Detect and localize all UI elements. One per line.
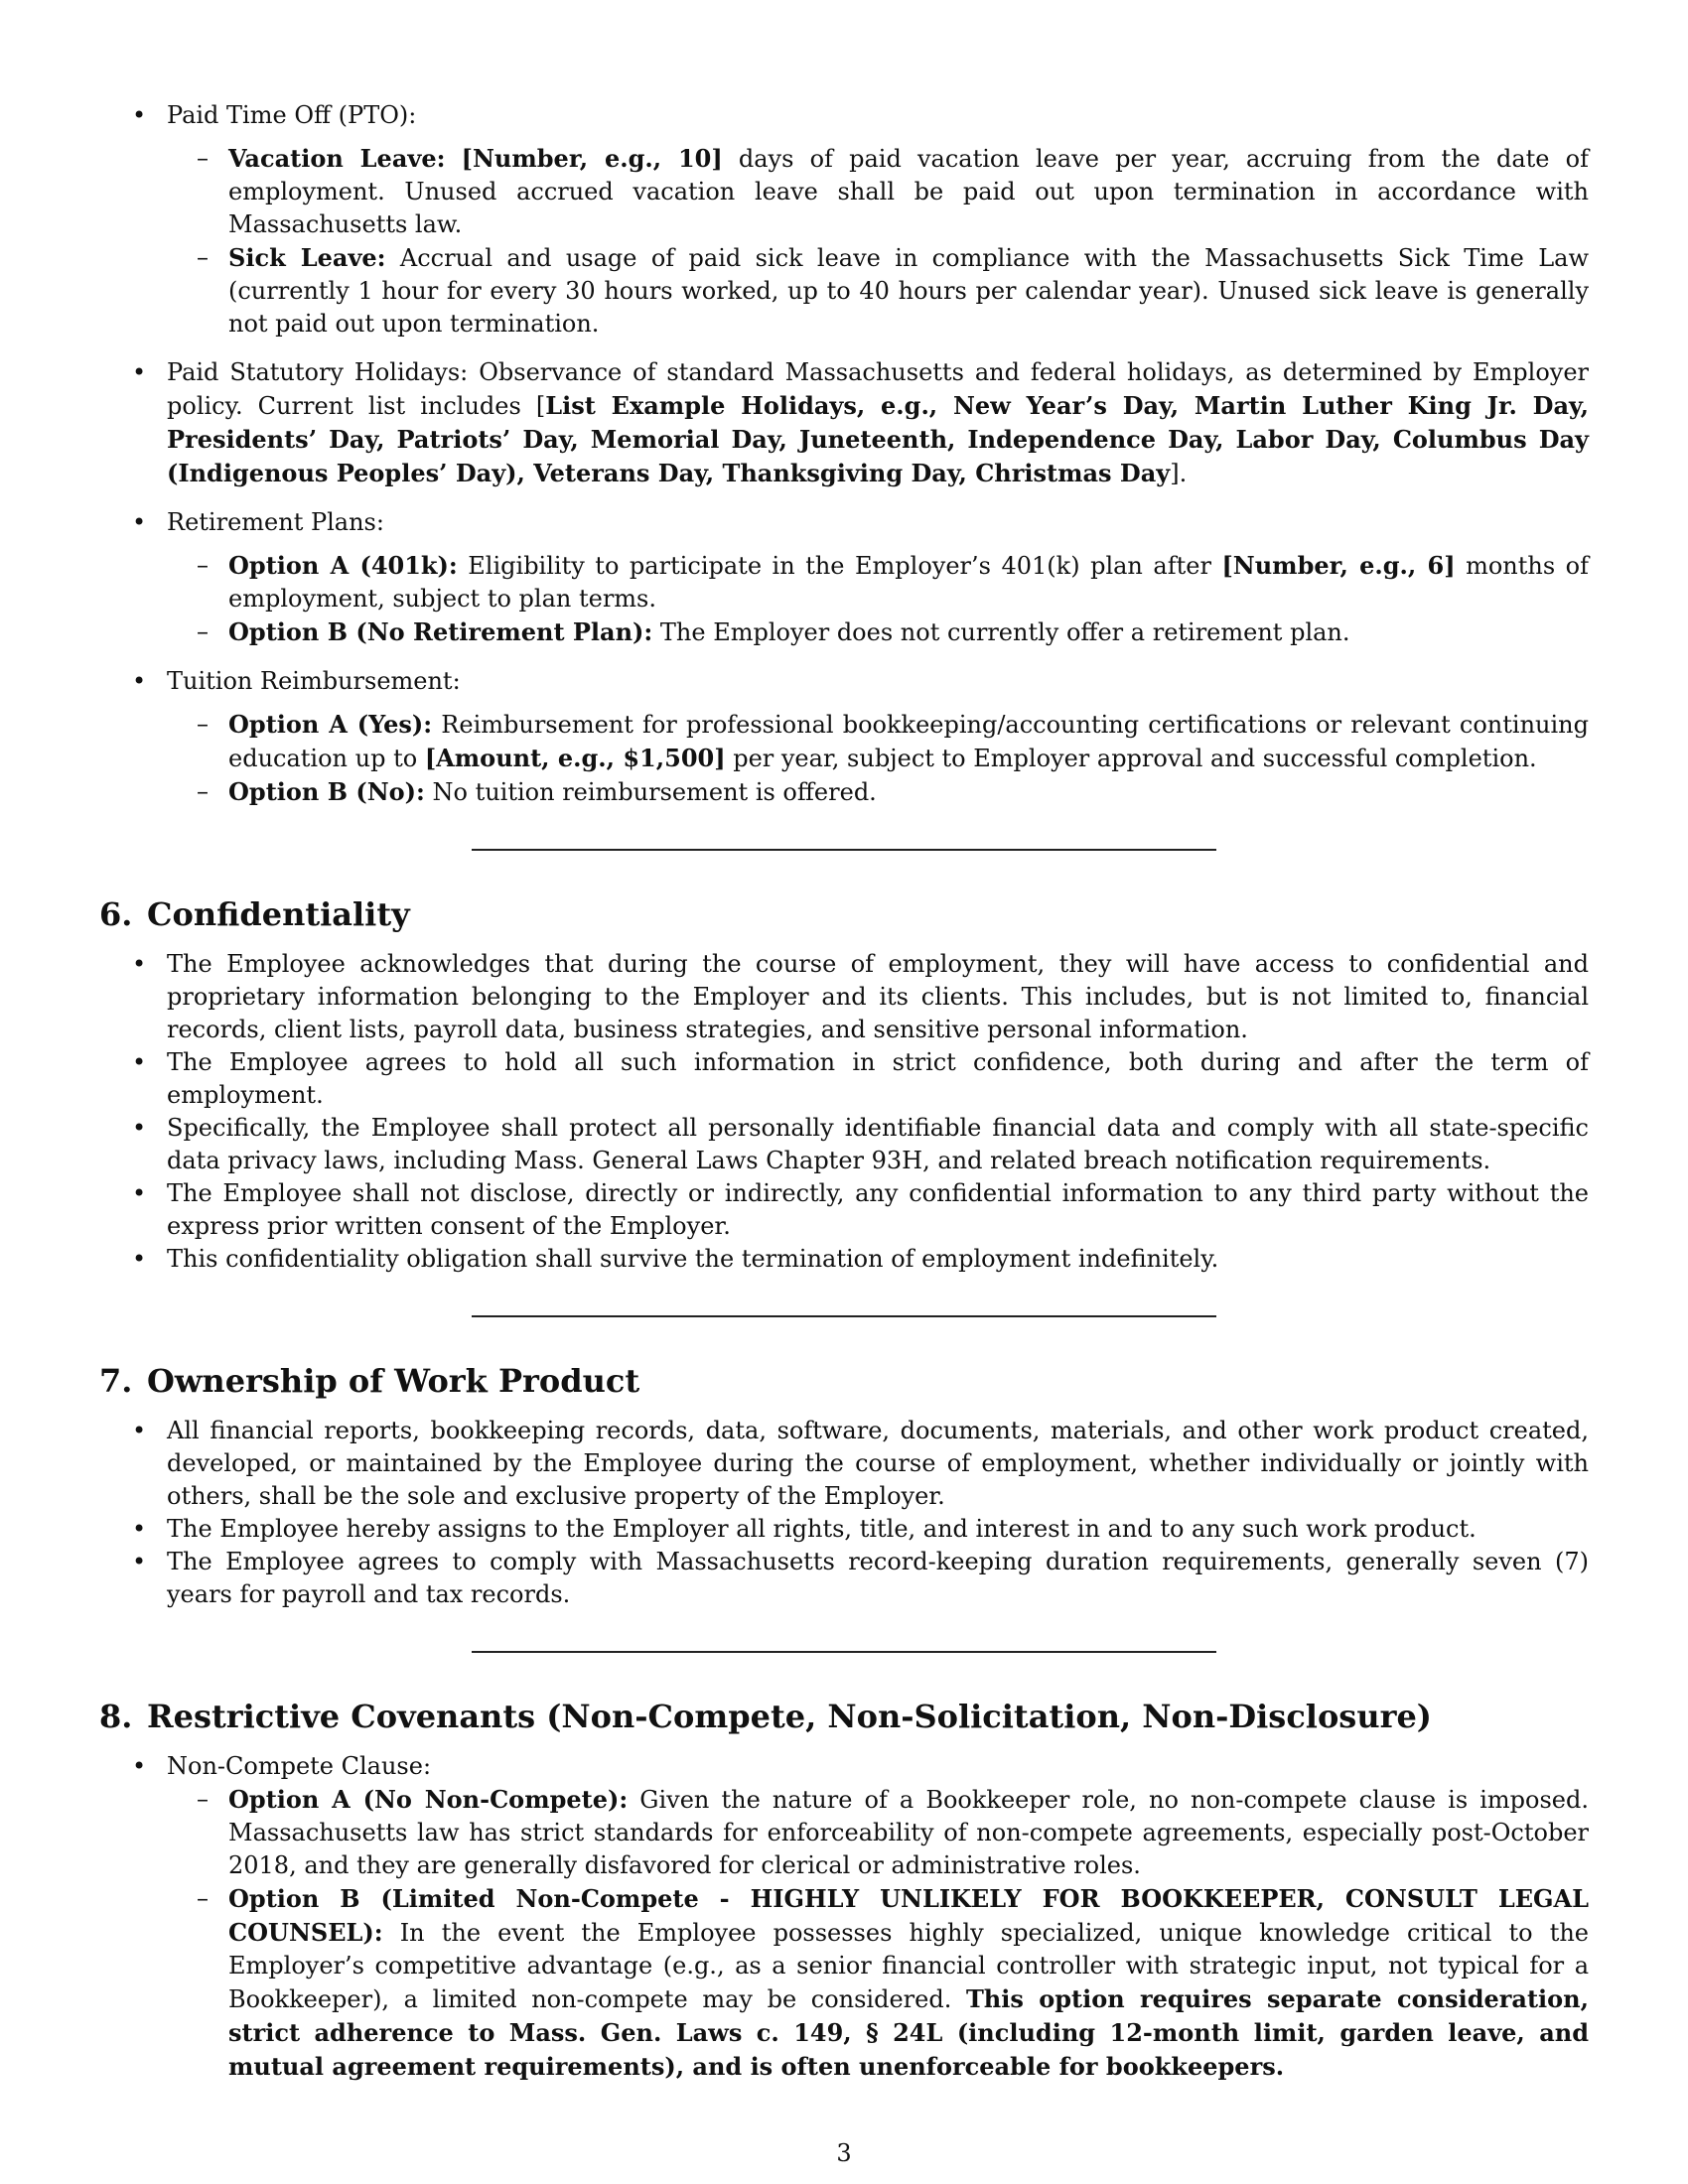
tuition-option-b-text: No tuition reimbursement is offered. xyxy=(424,778,877,806)
ownership-list xyxy=(99,1415,1589,1611)
noncompete-option-b-title: Option B (Limited Non-Compete - HIGHLY UNLIKELY FOR BOOKKEEPER, CONSULT LEGAL COUNSEL): xyxy=(228,1884,1589,1947)
benefits-list xyxy=(99,99,1589,809)
list-item: • Specifically, the Employee shall protect all personally identifiable financial data and comply with all state-specific data privacy laws, including Mass. General Laws Chapter 93H, and related breach notification requirements. xyxy=(99,1112,1589,1177)
retirement-label: • Retirement Plans: xyxy=(167,508,384,536)
list-item-noncompete xyxy=(99,1750,1589,2084)
document-page xyxy=(99,99,1589,2084)
list-item-pto xyxy=(99,99,1589,341)
noncompete-option-b-text: In the event the Employee possesses highly specialized, unique knowledge critical to the Employer’s competitive advantage (e.g., as a senior financial controller with strategic input, not typical for a Bookkeeper), a limited non-compete may be considered. xyxy=(228,1919,1589,2013)
section-number: 8. xyxy=(99,1698,133,1735)
section-title: Confidentiality xyxy=(147,895,410,933)
page-number: 3 xyxy=(836,2139,852,2167)
noncompete-option-b-bold-text: This option requires separate consideration, strict adherence to Mass. Gen. Laws c. 149, § 24L (including 12-month limit, garden leave, and mutual agreement requirements), and is often unenforceable for bookkeepers. xyxy=(228,1984,1589,2081)
pto-label: • Paid Time Off (PTO): xyxy=(167,101,417,129)
holidays-text: Paid Statutory Holidays: Observance of standard Massachusetts and federal holidays, as determined by Employer policy. Current list includes xyxy=(167,358,1589,420)
holidays-list: List Example Holidays, e.g., New Year’s Day, Martin Luther King Jr. Day, Presidents’ Day, Patriots’ Day, Memorial Day, Juneteenth, Independence Day, Labor Day, Columbus Day (Indigenous Peoples’ Day), Veterans Day, Thanksgiving Day, Christmas Day xyxy=(167,391,1589,487)
retirement-option-a xyxy=(167,549,1589,615)
sick-leave-text: Accrual and usage of paid sick leave in compliance with the Massachusetts Sick Time Law (currently 1 hour for every 30 hours worked, up to 40 hours per calendar year). Unused sick leave is generally not paid out upon termination. xyxy=(228,244,1589,338)
section-divider xyxy=(472,1651,1216,1653)
retirement-option-a-text-after: months of employment, subject to plan terms. xyxy=(228,552,1589,613)
retirement-option-b-text: The Employer does not currently offer a retirement plan. xyxy=(652,618,1350,646)
tuition-option-b-title: Option B (No): xyxy=(228,777,425,806)
vacation-leave-title: Vacation Leave: xyxy=(228,144,446,173)
pto-sublist xyxy=(167,142,1589,341)
holidays-bracket-open: [ xyxy=(535,392,546,420)
section-heading-ownership xyxy=(99,1361,1589,1401)
noncompete-label: • Non-Compete Clause: xyxy=(167,1752,432,1780)
retirement-option-a-text-before: Eligibility to participate in the Employer’s 401(k) plan after xyxy=(457,552,1222,580)
tuition-amount-placeholder: [Amount, e.g., $1,500] xyxy=(424,744,726,772)
sick-leave-title: Sick Leave: xyxy=(228,243,386,272)
section-divider xyxy=(472,1315,1216,1317)
list-item: • This confidentiality obligation shall survive the termination of employment indefinitely. xyxy=(99,1243,1589,1276)
retirement-option-b-title: Option B (No Retirement Plan): xyxy=(228,617,653,646)
list-item: • The Employee agrees to comply with Massachusetts record-keeping duration requirements, generally seven (7) years for payroll and tax records. xyxy=(99,1546,1589,1611)
retirement-option-a-title: Option A (401k): xyxy=(228,551,458,580)
list-item-holidays xyxy=(99,356,1589,490)
sick-leave-item xyxy=(167,241,1589,341)
tuition-option-b xyxy=(167,775,1589,809)
tuition-option-a-text-after: per year, subject to Employer approval and successful completion. xyxy=(725,745,1537,772)
tuition-option-a-text-before: Reimbursement for professional bookkeeping/accounting certifications or relevant continuing education up to xyxy=(228,711,1589,772)
section-title: Ownership of Work Product xyxy=(147,1362,640,1400)
list-item: • All financial reports, bookkeeping records, data, software, documents, materials, and other work product created, developed, or maintained by the Employee during the course of employment, whether individually or jointly with others, shall be the sole and exclusive property of the Employer. xyxy=(99,1415,1589,1513)
list-item: • The Employee acknowledges that during the course of employment, they will have access to confidential and proprietary information belonging to the Employer and its clients. This includes, but is not limited to, financial records, client lists, payroll data, business strategies, and sensitive personal information. xyxy=(99,948,1589,1046)
vacation-leave-text: days of paid vacation leave per year, accruing from the date of employment. Unused accrued vacation leave shall be paid out upon termination in accordance with Massachusetts law. xyxy=(228,145,1589,238)
noncompete-option-a-title: Option A (No Non-Compete): xyxy=(228,1785,629,1814)
retirement-sublist xyxy=(167,549,1589,649)
list-item: • The Employee shall not disclose, directly or indirectly, any confidential information to any third party without the express prior written consent of the Employer. xyxy=(99,1177,1589,1243)
list-item: • The Employee hereby assigns to the Employer all rights, title, and interest in and to any such work product. xyxy=(99,1513,1589,1546)
tuition-option-a xyxy=(167,708,1589,775)
retirement-months-placeholder: [Number, e.g., 6] xyxy=(1221,551,1456,580)
tuition-option-a-title: Option A (Yes): xyxy=(228,710,433,739)
section-number: 6. xyxy=(99,895,133,933)
section-heading-confidentiality xyxy=(99,894,1589,934)
confidentiality-list xyxy=(99,948,1589,1276)
noncompete-option-a-text: Given the nature of a Bookkeeper role, no non-compete clause is imposed. Massachusetts law has strict standards for enforceability of non-compete agreements, especially post-October 2018, and they are generally disfavored for clerical or administrative roles. xyxy=(228,1786,1589,1879)
noncompete-option-a xyxy=(167,1783,1589,1882)
noncompete-sublist xyxy=(167,1783,1589,2084)
tuition-sublist xyxy=(167,708,1589,809)
list-item: • The Employee agrees to hold all such information in strict confidence, both during and after the term of employment. xyxy=(99,1046,1589,1112)
list-item-retirement xyxy=(99,506,1589,649)
retirement-option-b xyxy=(167,615,1589,649)
vacation-days-placeholder: [Number, e.g., 10] xyxy=(461,144,723,173)
restrictive-covenants-list xyxy=(99,1750,1589,2084)
noncompete-option-b xyxy=(167,1882,1589,2084)
vacation-leave-item xyxy=(167,142,1589,241)
section-number: 7. xyxy=(99,1362,133,1400)
holidays-bracket-close: ]. xyxy=(1170,460,1188,487)
section-divider xyxy=(472,849,1216,851)
list-item-tuition xyxy=(99,665,1589,809)
section-heading-restrictive-covenants xyxy=(99,1697,1589,1736)
section-title: Restrictive Covenants (Non-Compete, Non-Solicitation, Non-Disclosure) xyxy=(147,1698,1432,1735)
tuition-label: • Tuition Reimbursement: xyxy=(167,667,461,695)
